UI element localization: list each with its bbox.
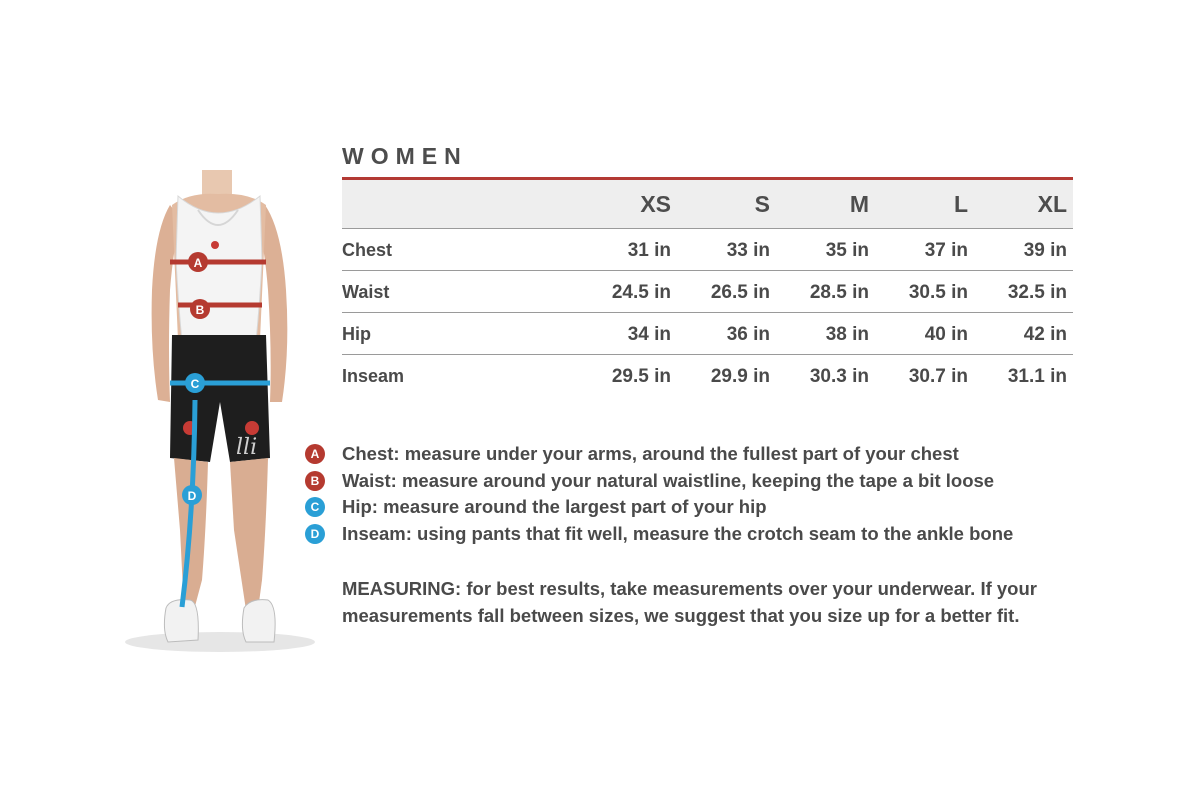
measuring-note: MEASURING: for best results, take measurements over your underwear. If your measurements fall between sizes, we suggest that you size up for a better fit. — [342, 578, 1037, 626]
table-cell: 31.1 in — [1007, 365, 1067, 387]
table-cell: 29.5 in — [611, 365, 671, 387]
table-row — [342, 355, 1073, 397]
header-cell-xl: XL — [974, 180, 1073, 229]
table-cell: 29.9 in — [710, 365, 770, 387]
header-cell-m: M — [776, 180, 875, 229]
badge-a-icon: A — [305, 444, 325, 464]
table-cell: 36 in — [677, 313, 776, 355]
legend-text-waist: Waist: measure around your natural waistline, keeping the tape a bit loose — [342, 469, 995, 491]
svg-text:A: A — [193, 256, 203, 270]
badge-c-icon: C — [305, 497, 325, 517]
table-cell: 28.5 in — [776, 271, 875, 313]
header-cell-l: L — [875, 180, 974, 229]
header-cell-xs: XS — [578, 180, 677, 229]
svg-text:D: D — [187, 489, 197, 503]
marker-c-icon — [185, 373, 205, 393]
badge-b-icon: B — [305, 471, 325, 491]
table-cell: 34 in — [578, 313, 677, 355]
table-cell: 37 in — [875, 229, 974, 271]
table-cell: 30.7 in — [908, 365, 968, 387]
table-cell: 39 in — [974, 229, 1073, 271]
header-cell-blank — [342, 180, 578, 229]
svg-text:B: B — [195, 303, 205, 317]
table-cell: 40 in — [875, 313, 974, 355]
size-chart-table — [342, 180, 1073, 396]
table-row — [342, 229, 1073, 271]
marker-b-icon — [190, 299, 210, 319]
table-cell: 31 in — [578, 229, 677, 271]
marker-a-icon — [188, 252, 208, 272]
header-row — [342, 180, 1073, 229]
table-row — [342, 313, 1073, 355]
legend-item-inseam — [305, 521, 1065, 548]
table-row — [342, 271, 1073, 313]
legend-text-hip: Hip: measure around the largest part of your hip — [342, 496, 767, 518]
badge-d-icon: D — [305, 524, 325, 544]
svg-text:C: C — [190, 377, 200, 391]
legend-item-waist — [305, 468, 1065, 495]
marker-d-icon — [182, 485, 202, 505]
table-cell: 30.3 in — [809, 365, 869, 387]
header-cell-s: S — [677, 180, 776, 229]
table-cell: 26.5 in — [677, 271, 776, 313]
row-label: Waist — [342, 271, 578, 313]
legend-item-chest — [305, 441, 1065, 468]
table-cell: 35 in — [776, 229, 875, 271]
table-cell: 38 in — [776, 313, 875, 355]
model-illustration — [110, 110, 330, 670]
page-title: WOMEN — [342, 143, 468, 169]
legend-text-chest: Chest: measure under your arms, around the fullest part of your chest — [342, 443, 959, 465]
row-label: Chest — [342, 229, 578, 271]
row-label: Hip — [342, 313, 578, 355]
shorts-logo-text: lli — [236, 435, 258, 460]
legend-item-hip — [305, 494, 1065, 521]
table-cell: 33 in — [677, 229, 776, 271]
model-figure — [110, 110, 330, 670]
table-cell: 42 in — [974, 313, 1073, 355]
table-cell: 32.5 in — [974, 271, 1073, 313]
legend-text-inseam: Inseam: using pants that fit well, measure the crotch seam to the ankle bone — [342, 522, 1014, 544]
row-label: Inseam — [342, 366, 405, 386]
table-cell: 30.5 in — [875, 271, 974, 313]
measurement-legend — [305, 441, 1065, 547]
table-cell: 24.5 in — [578, 271, 677, 313]
